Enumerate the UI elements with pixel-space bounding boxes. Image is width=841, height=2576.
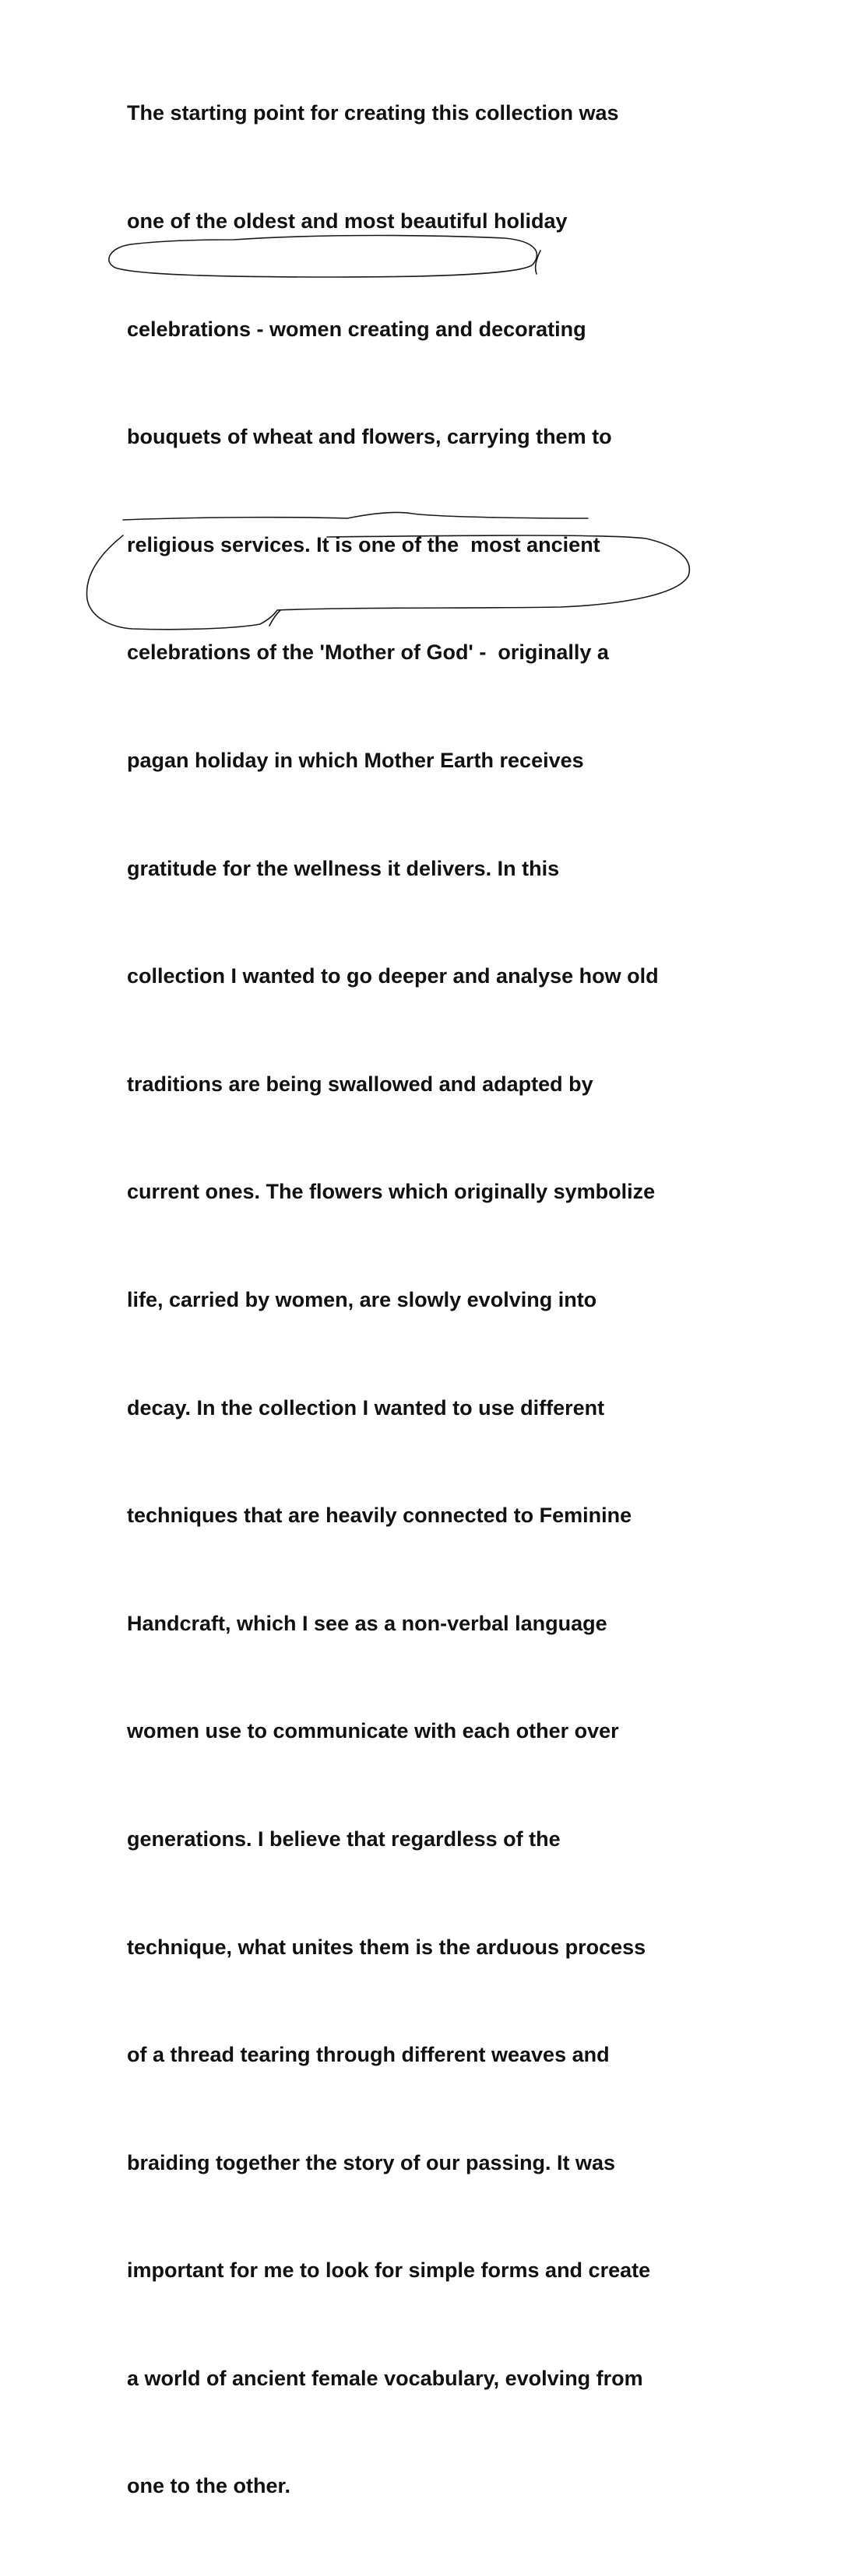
text-line-21: important for me to look for simple forms and create [127,2258,651,2283]
text-line-10: traditions are being swallowed and adapted by [127,1072,593,1096]
text-line-3: celebrations - women creating and decorating [127,317,586,341]
text-line-19: of a thread tearing through different weaves and [127,2043,610,2067]
text-line-16: women use to communicate with each other over [127,1719,619,1743]
text-line-11: current ones. The flowers which originally symbolize [127,1180,656,1204]
text-line-13: decay. In the collection I wanted to use different [127,1395,605,1420]
text-line-1: The starting point for creating this collection was [127,101,619,125]
text-line-8: gratitude for the wellness it delivers. In this [127,856,560,880]
text-line-2: one of the oldest and most beautiful holiday [127,209,568,233]
text-line-12: life, carried by women, are slowly evolving into [127,1287,597,1311]
text-line-23: one to the other. [127,2474,291,2498]
body-text [127,23,797,2576]
text-line-5: religious services. It is one of the most ancient [127,532,600,556]
text-line-4: bouquets of wheat and flowers, carrying them to [127,425,612,449]
text-line-22: a world of ancient female vocabulary, evolving from [127,2366,643,2390]
text-line-6: celebrations of the 'Mother of God' - originally a [127,640,609,665]
text-line-14: techniques that are heavily connected to Feminine [127,1504,632,1528]
text-line-7: pagan holiday in which Mother Earth receives [127,748,584,772]
text-line-18: technique, what unites them is the arduous process [127,1935,646,1959]
text-line-20: braiding together the story of our passing. It was [127,2150,616,2174]
text-line-17: generations. I believe that regardless of the [127,1827,561,1851]
text-line-9: collection I wanted to go deeper and analyse how old [127,964,659,988]
text-line-15: Handcraft, which I see as a non-verbal language [127,1611,607,1635]
